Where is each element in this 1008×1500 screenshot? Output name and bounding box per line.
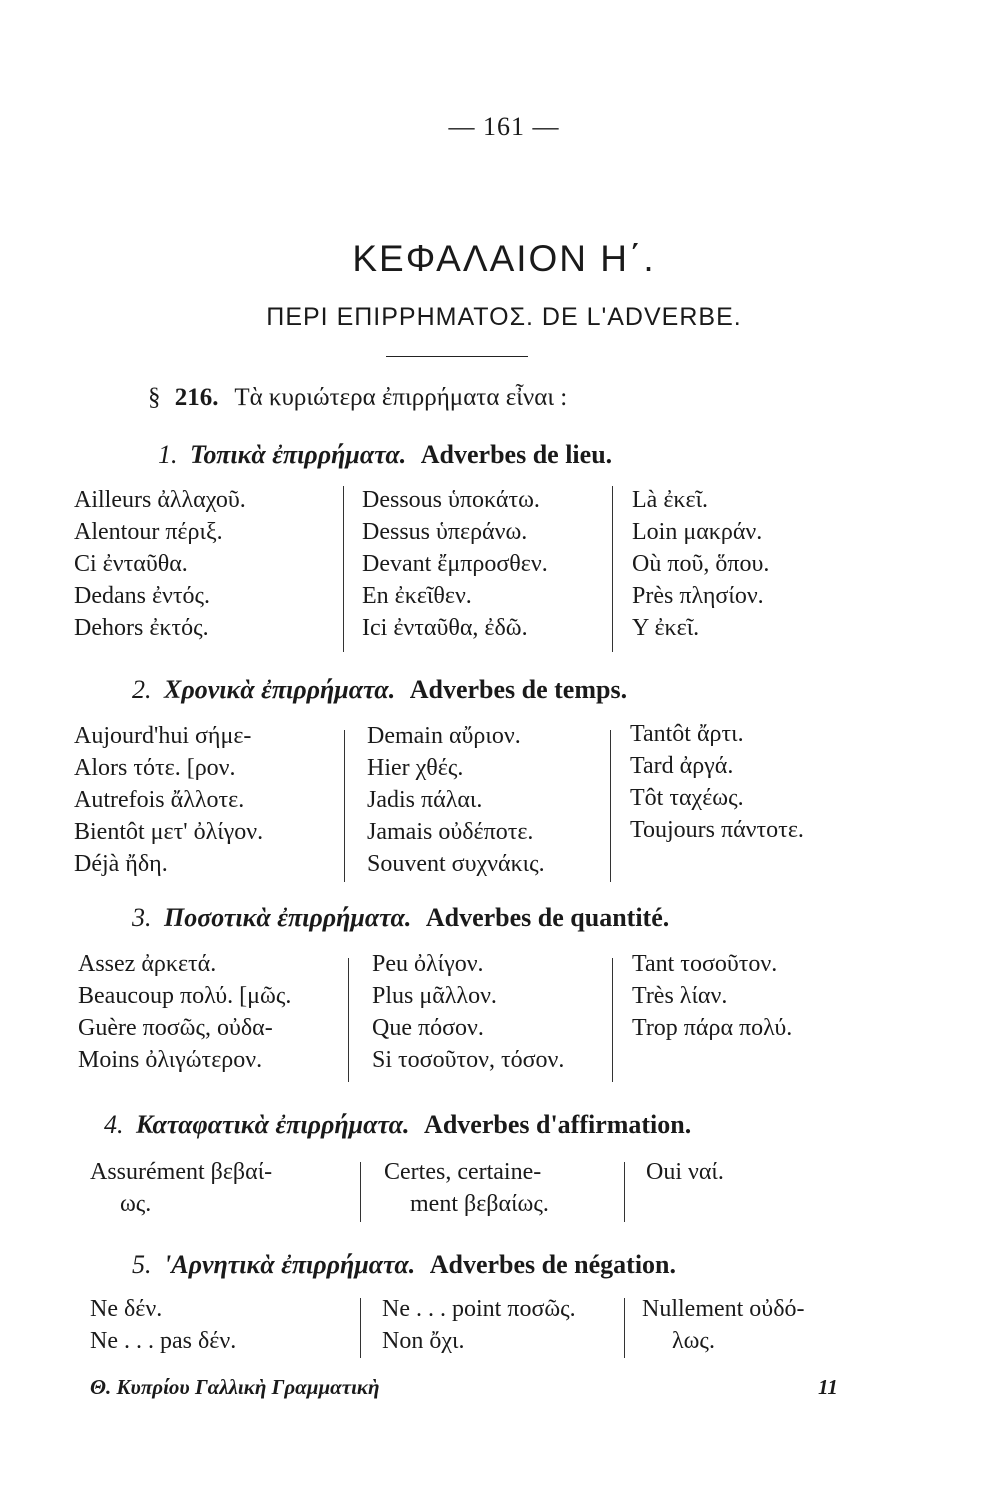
section-french-title: Adverbes d'affirmation. — [424, 1110, 692, 1139]
list-item: Très λίαν. — [632, 983, 728, 1009]
column-quantite-3 — [632, 948, 792, 1044]
section-heading-quantite — [132, 903, 669, 933]
column-divider — [624, 1162, 625, 1222]
column-divider — [612, 958, 613, 1082]
section-sign: § — [148, 384, 161, 411]
list-item: Dessus ὑπεράνω. — [362, 519, 528, 545]
list-item: Ne δέν. — [90, 1296, 163, 1322]
title-divider — [386, 356, 528, 357]
column-quantite-2 — [372, 948, 564, 1076]
section-heading-lieu — [158, 440, 612, 470]
section-french-title: Adverbes de négation. — [429, 1250, 677, 1279]
list-item: Ci ἐνταῦθα. — [74, 551, 188, 577]
list-item: Devant ἔμπροσθεν. — [362, 551, 548, 577]
column-divider — [610, 730, 611, 882]
list-item: Tard ἀργά. — [630, 753, 734, 779]
list-item: Alentour πέριξ. — [74, 519, 223, 545]
paragraph-number: 216. — [174, 384, 219, 411]
column-divider — [343, 486, 344, 652]
section-heading-temps — [132, 675, 627, 705]
list-item: Dedans ἐντός. — [74, 583, 211, 609]
list-item: Jamais οὐδέποτε. — [367, 819, 534, 845]
page-number: — 161 — — [448, 112, 560, 141]
list-item: En ἐκεῖθεν. — [362, 583, 472, 609]
list-item: Où ποῦ, ὅπου. — [632, 551, 770, 577]
column-affirmation-2 — [384, 1156, 549, 1220]
list-item: Dessous ὑποκάτω. — [362, 487, 540, 513]
list-item: Déjà ἤδη. — [74, 851, 168, 877]
section-number: 2. — [132, 675, 152, 704]
list-item: Trop πάρα πολύ. — [632, 1015, 793, 1041]
column-negation-3 — [642, 1293, 805, 1357]
list-item: Tantôt ἄρτι. — [630, 721, 744, 747]
column-temps-1 — [74, 720, 263, 880]
list-item: Tant τοσοῦτον. — [632, 951, 778, 977]
column-temps-3 — [630, 718, 804, 846]
list-item: Y ἐκεῖ. — [632, 615, 700, 641]
list-item: Non ὄχι. — [382, 1328, 465, 1354]
chapter-title: ΚΕΦΑΛΑΙΟΝ Η΄. — [352, 238, 656, 279]
list-item: Hier χθές. — [367, 755, 464, 781]
list-item: ως. — [120, 1191, 152, 1217]
section-number: 3. — [132, 903, 152, 932]
list-item: Près πλησίον. — [632, 583, 764, 609]
list-item: Assez ἀρκετά. — [78, 951, 217, 977]
list-item: Dehors ἐκτός. — [74, 615, 209, 641]
list-item: Là ἐκεῖ. — [632, 487, 709, 513]
column-temps-2 — [367, 720, 545, 880]
list-item: Oui ναί. — [646, 1159, 724, 1185]
list-item: Bientôt μετ' ὀλίγον. — [74, 819, 264, 845]
list-item: Guère ποσῶς, οὐδα- — [78, 1015, 273, 1041]
list-item: Assurément βεβαί- — [90, 1159, 273, 1185]
list-item: λως. — [672, 1328, 715, 1354]
column-divider — [344, 730, 345, 882]
column-lieu-1 — [74, 484, 246, 644]
column-negation-2 — [382, 1293, 576, 1357]
column-quantite-1 — [78, 948, 291, 1076]
column-affirmation-1 — [90, 1156, 272, 1220]
section-heading-affirmation — [104, 1110, 691, 1140]
list-item: Que πόσον. — [372, 1015, 484, 1041]
column-negation-1 — [90, 1293, 236, 1357]
section-french-title: Adverbes de quantité. — [425, 903, 670, 932]
list-item: Peu ὀλίγον. — [372, 951, 484, 977]
list-item: Moins ὀλιγώτερον. — [78, 1047, 263, 1073]
column-affirmation-3 — [646, 1156, 724, 1188]
list-item: Autrefois ἄλλοτε. — [74, 787, 245, 813]
intro-text: Τὰ κυριώτερα ἐπιρρήματα εἶναι : — [234, 384, 568, 411]
list-item: Plus μᾶλλον. — [372, 983, 497, 1009]
list-item: Alors τότε. [ρον. — [74, 755, 236, 781]
column-lieu-3 — [632, 484, 769, 644]
section-intro — [148, 384, 567, 412]
section-number: 1. — [158, 440, 178, 469]
section-french-title: Adverbes de lieu. — [420, 440, 613, 469]
section-greek-title: Τοπικὰ ἐπιρρήματα. — [190, 440, 407, 469]
column-divider — [360, 1298, 361, 1358]
column-lieu-2 — [362, 484, 548, 644]
list-item: Souvent συχνάκις. — [367, 851, 545, 877]
list-item: Aujourd'hui σήμε- — [74, 723, 252, 749]
section-greek-title: Καταφατικὰ ἐπιρρήματα. — [136, 1110, 410, 1139]
list-item: Ailleurs ἀλλαχοῦ. — [74, 487, 246, 513]
list-item: Demain αὔριον. — [367, 723, 521, 749]
section-greek-title: Χρονικὰ ἐπιρρήματα. — [164, 675, 396, 704]
list-item: Si τοσοῦτον, τόσον. — [372, 1047, 565, 1073]
list-item: Ne . . . point ποσῶς. — [382, 1296, 576, 1322]
section-heading-negation — [132, 1250, 676, 1280]
footer-signature-mark: 11 — [818, 1375, 838, 1399]
section-number: 5. — [132, 1250, 152, 1279]
list-item: Ici ἐνταῦθα, ἐδῶ. — [362, 615, 528, 641]
section-greek-title: 'Αρνητικὰ ἐπιρρήματα. — [164, 1250, 416, 1279]
list-item: Loin μακράν. — [632, 519, 763, 545]
chapter-subtitle: ΠΕΡΙ ΕΠΙΡΡΗΜΑΤΟΣ. DE L'ADVERBE. — [266, 303, 742, 331]
column-divider — [612, 486, 613, 652]
list-item: Certes, certaine- — [384, 1159, 542, 1185]
column-divider — [348, 958, 349, 1082]
section-number: 4. — [104, 1110, 124, 1139]
list-item: Toujours πάντοτε. — [630, 817, 804, 843]
section-french-title: Adverbes de temps. — [409, 675, 628, 704]
section-greek-title: Ποσοτικὰ ἐπιρρήματα. — [164, 903, 412, 932]
list-item: Tôt ταχέως. — [630, 785, 744, 811]
list-item: Ne . . . pas δέν. — [90, 1328, 237, 1354]
column-divider — [360, 1162, 361, 1222]
list-item: ment βεβαίως. — [410, 1191, 549, 1217]
list-item: Jadis πάλαι. — [367, 787, 483, 813]
list-item: Beaucoup πολύ. [μῶς. — [78, 983, 292, 1009]
footer-book-title: Θ. Κυπρίου Γαλλικὴ Γραμματικὴ — [90, 1375, 380, 1399]
list-item: Nullement οὐδό- — [642, 1296, 805, 1322]
column-divider — [624, 1298, 625, 1358]
